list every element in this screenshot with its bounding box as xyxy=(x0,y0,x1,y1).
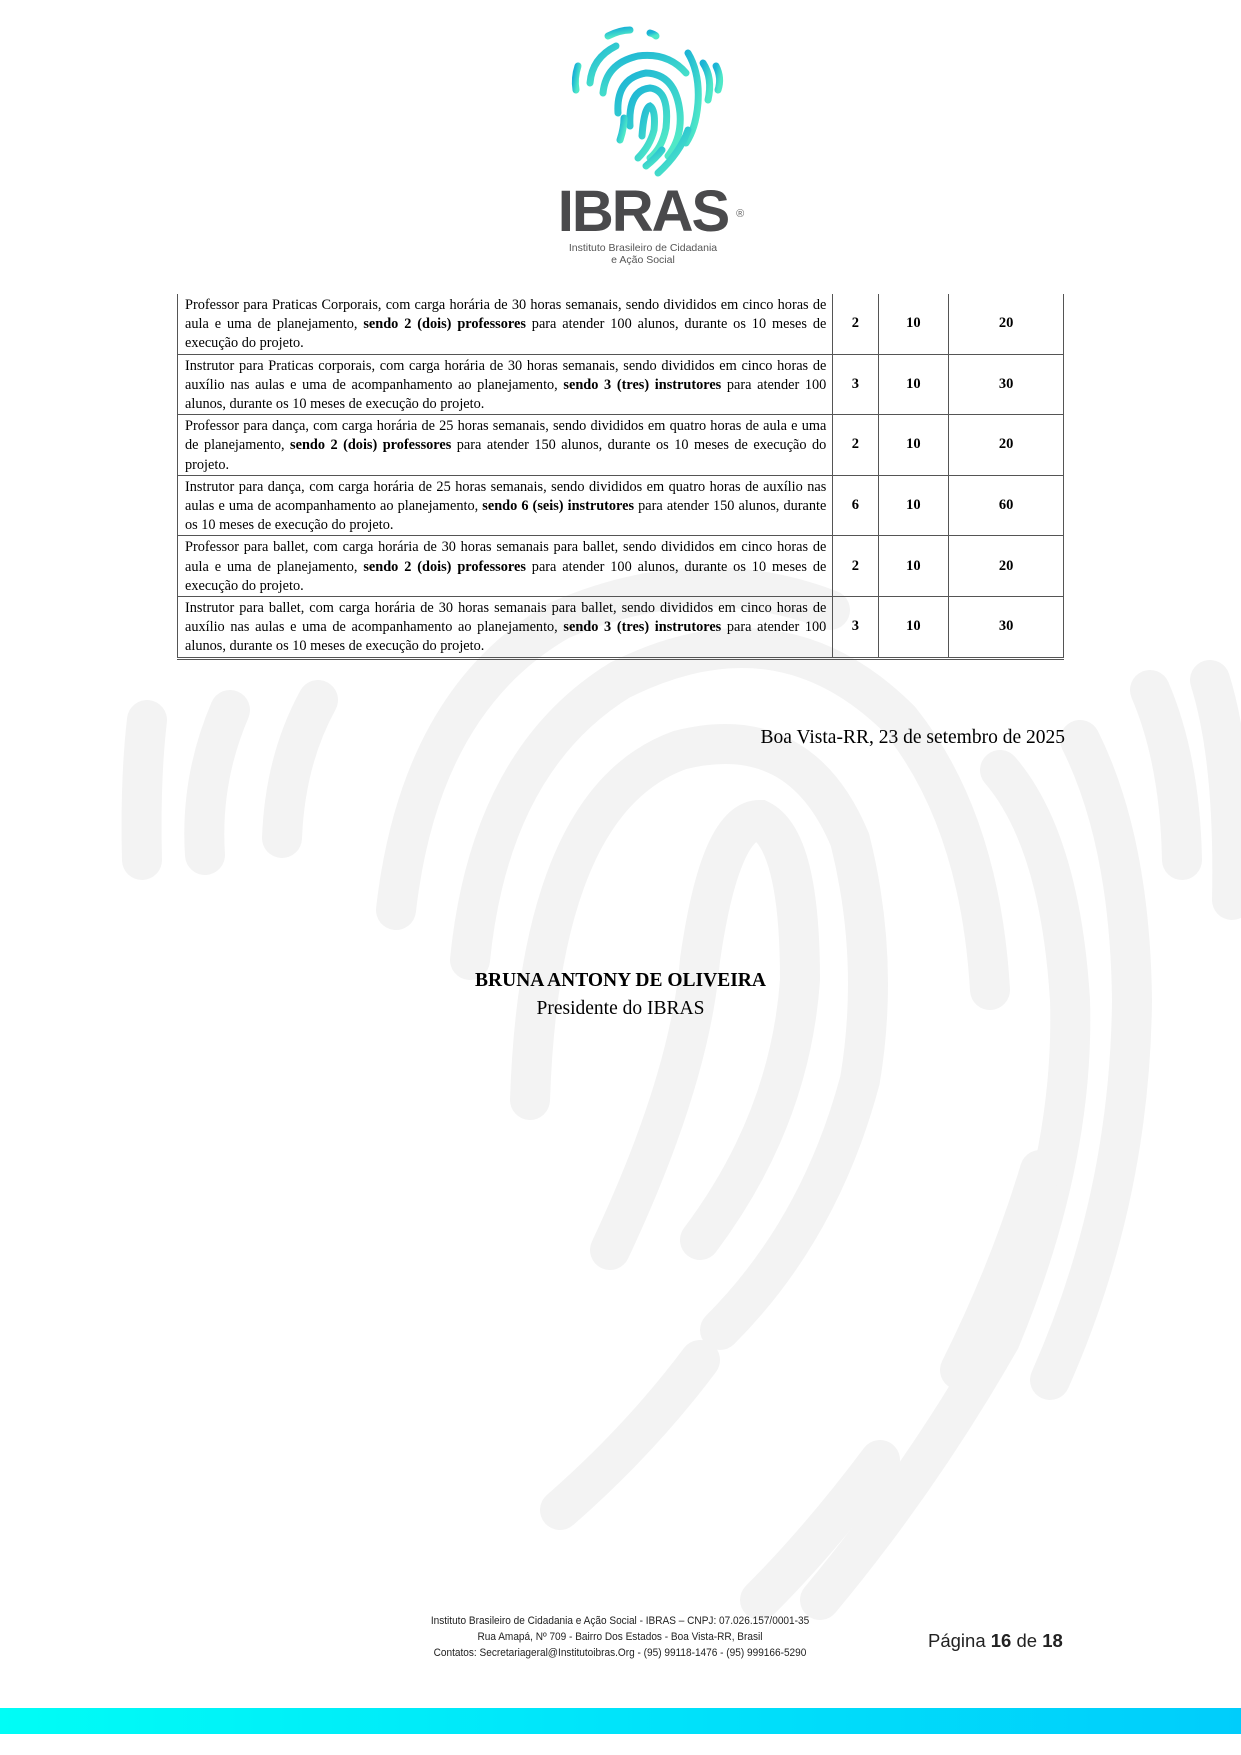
table-row xyxy=(178,475,1064,536)
months-cell: 10 xyxy=(878,597,949,659)
role-text: Instrutor para ballet, com carga horária de 30 horas semanais para ballet, sendo divididos em cinco horas de auxílio nas aulas e uma de acompanhamento ao planejamento, xyxy=(185,600,827,636)
quantity-cell: 2 xyxy=(833,415,878,476)
page-total: 18 xyxy=(1042,1630,1063,1651)
quantity-cell: 2 xyxy=(833,536,878,597)
page-number xyxy=(928,1630,1063,1652)
role-text: para atender 150 alunos, durante os 10 meses de execução do projeto. xyxy=(185,437,827,473)
roles-table xyxy=(177,294,1064,660)
months-cell: 10 xyxy=(878,475,949,536)
role-highlight: sendo 3 (tres) instrutores xyxy=(563,376,722,393)
logo-subtitle-line2: e Ação Social xyxy=(611,254,675,266)
role-text: para atender 100 alunos, durante os 10 meses de execução do projeto. xyxy=(185,316,827,352)
footer-line-2: Rua Amapá, Nº 709 - Bairro Dos Estados - Boa Vista-RR, Brasil xyxy=(477,1631,763,1643)
total-cell: 20 xyxy=(949,294,1064,354)
signature-block xyxy=(0,967,1241,1023)
role-description xyxy=(178,597,833,659)
logo-wordmark: IBRAS ® xyxy=(557,179,745,244)
total-cell: 30 xyxy=(949,354,1064,415)
table-row xyxy=(178,354,1064,415)
role-description xyxy=(178,536,833,597)
role-highlight: sendo 2 (dois) professores xyxy=(290,437,452,454)
role-text: para atender 100 alunos, durante os 10 meses de execução do projeto. xyxy=(185,619,827,655)
page-label: Página xyxy=(928,1630,986,1651)
footer-contact xyxy=(386,1613,854,1661)
table-row xyxy=(178,294,1064,354)
page-of: de xyxy=(1016,1630,1038,1651)
role-text: Instrutor para dança, com carga horária de 25 horas semanais, sendo divididos em quatro horas de auxílio nas aulas e uma de acompanhamento ao planejamento, xyxy=(185,478,827,515)
place-date: Boa Vista-RR, 23 de setembro de 2025 xyxy=(760,727,1065,748)
signer-name: BRUNA ANTONY DE OLIVEIRA xyxy=(475,970,766,991)
signer-role: Presidente do IBRAS xyxy=(536,998,705,1019)
fingerprint-brazil-map-icon xyxy=(558,18,728,188)
logo-subtitle xyxy=(548,242,738,266)
role-text: Professor para ballet, com carga horária de 30 horas semanais para ballet, sendo divididos em cinco horas de aula e uma de planejamento, xyxy=(185,539,827,575)
months-cell: 10 xyxy=(878,294,949,354)
staffing-table xyxy=(177,294,1064,660)
registered-mark: ® xyxy=(736,208,745,220)
role-highlight: sendo 2 (dois) professores xyxy=(363,558,526,575)
table-row xyxy=(178,415,1064,476)
months-cell: 10 xyxy=(878,354,949,415)
quantity-cell: 6 xyxy=(833,475,878,536)
ibras-logo xyxy=(548,18,745,273)
role-text: Instrutor para Praticas corporais, com carga horária de 30 horas semanais, sendo divididos em cinco horas de auxílio nas aulas e uma de acompanhamento ao planejamento, xyxy=(185,357,827,393)
role-text: para atender 150 alunos, durante os 10 meses de execução do projeto. xyxy=(185,498,827,534)
quantity-cell: 3 xyxy=(833,354,878,415)
table-row xyxy=(178,597,1064,659)
role-text: para atender 100 alunos, durante os 10 meses de execução do projeto. xyxy=(185,558,827,594)
role-text: para atender 100 alunos, durante os 10 meses de execução do projeto. xyxy=(185,376,827,413)
total-cell: 20 xyxy=(949,536,1064,597)
total-cell: 60 xyxy=(949,475,1064,536)
total-cell: 30 xyxy=(949,597,1064,659)
footer-line-3: Contatos: Secretariageral@Institutoibras.Org - (95) 99118-1476 - (95) 999166-5290 xyxy=(433,1647,807,1659)
role-highlight: sendo 2 (dois) professores xyxy=(363,316,526,333)
role-highlight: sendo 3 (tres) instrutores xyxy=(563,619,722,636)
footer-accent-bar xyxy=(0,1708,1241,1734)
quantity-cell: 2 xyxy=(833,294,878,354)
months-cell: 10 xyxy=(878,415,949,476)
logo-subtitle-line1: Instituto Brasileiro de Cidadania xyxy=(568,242,718,254)
total-cell: 20 xyxy=(949,415,1064,476)
role-description xyxy=(178,294,833,354)
role-text: Professor para dança, com carga horária de 25 horas semanais, sendo divididos em quatro horas de aula e uma de planejamento, xyxy=(185,418,827,454)
page-current: 16 xyxy=(990,1630,1012,1651)
quantity-cell: 3 xyxy=(833,597,878,659)
role-description xyxy=(178,354,833,415)
role-text: Professor para Praticas Corporais, com carga horária de 30 horas semanais, sendo divididos em cinco horas de aula e uma de planejamento, xyxy=(185,297,827,333)
table-row xyxy=(178,536,1064,597)
role-highlight: sendo 6 (seis) instrutores xyxy=(482,498,635,515)
months-cell: 10 xyxy=(878,536,949,597)
role-description xyxy=(178,415,833,476)
footer-line-1: Instituto Brasileiro de Cidadania e Ação Social - IBRAS – CNPJ: 07.026.157/0001-35 xyxy=(430,1615,810,1627)
role-description xyxy=(178,475,833,536)
